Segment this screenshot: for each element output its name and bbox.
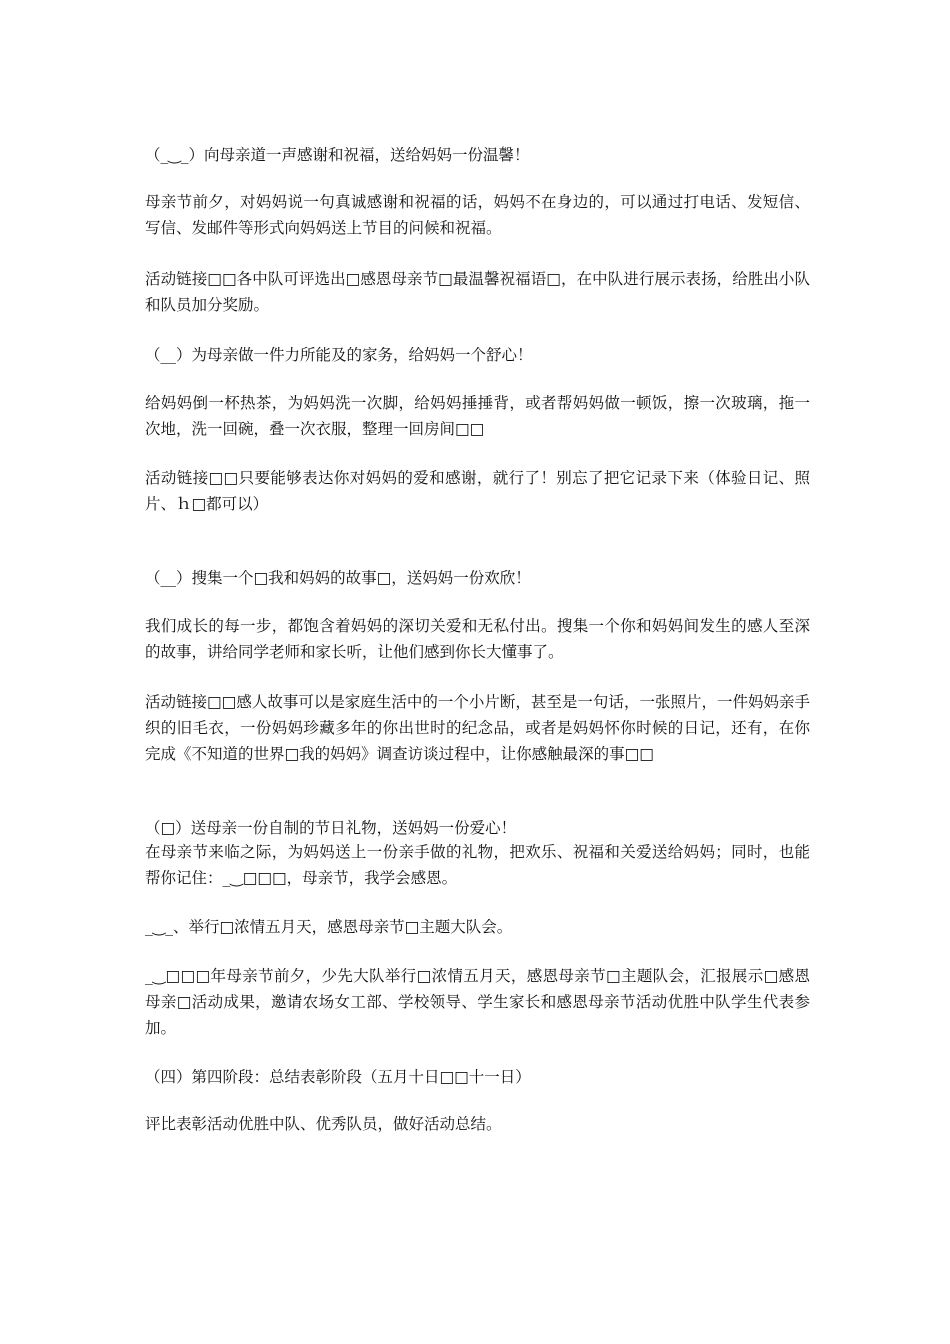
- paragraph-summary: 评比表彰活动优胜中队、优秀队员，做好活动总结。: [145, 1115, 502, 1133]
- section-heading-story: （__）搜集一个□我和妈妈的故事□，送妈妈一份欢欣！: [145, 569, 531, 587]
- paragraph-thanks-link: 活动链接□□各中队可评选出□感恩母亲节□最温馨祝福语□，在中队进行展示表扬，给胜出小队和队员加分奖励。: [145, 270, 810, 314]
- section-heading-chores: （__）为母亲做一件力所能及的家务，给妈妈一个舒心！: [145, 346, 533, 364]
- paragraph-assembly-body: _‿□□□年母亲节前夕，少先大队举行□浓情五月天，感恩母亲节□主题队会，汇报展示□感恩母亲□活动成果，邀请农场女工部、学校领导、学生家长和感恩母亲节活动优胜中队学生代表参加。: [145, 967, 810, 1037]
- section-heading-assembly: _‿_、举行□浓情五月天，感恩母亲节□主题大队会。: [145, 918, 513, 936]
- paragraph-gift-body: 在母亲节来临之际，为妈妈送上一份亲手做的礼物，把欢乐、祝福和关爱送给妈妈；同时，也能帮你记住：_‿□□□，母亲节，我学会感恩。: [145, 843, 810, 887]
- paragraph-story-body: 我们成长的每一步，都饱含着妈妈的深切关爱和无私付出。搜集一个你和妈妈间发生的感人至深的故事，讲给同学老师和家长听，让他们感到你长大懂事了。: [145, 617, 810, 661]
- section-heading-thanks: （_‿_）向母亲道一声感谢和祝福，送给妈妈一份温馨！: [145, 146, 530, 164]
- paragraph-chores-link: 活动链接□□只要能够表达你对妈妈的爱和感谢，就行了！别忘了把它记录下来（体验日记、照片、ｈ□都可以）: [145, 469, 810, 513]
- paragraph-chores-body: 给妈妈倒一杯热茶，为妈妈洗一次脚，给妈妈捶捶背，或者帮妈妈做一顿饭，擦一次玻璃，拖一次地，洗一回碗，叠一次衣服，整理一回房间□□: [145, 394, 810, 438]
- paragraph-thanks-body: 母亲节前夕，对妈妈说一句真诚感谢和祝福的话，妈妈不在身边的，可以通过打电话、发短信、写信、发邮件等形式向妈妈送上节目的问候和祝福。: [145, 193, 810, 237]
- section-heading-stage-four: （四）第四阶段：总结表彰阶段（五月十日□□十一日）: [145, 1068, 531, 1086]
- section-heading-gift: （□）送母亲一份自制的节日礼物，送妈妈一份爱心！: [145, 819, 517, 837]
- paragraph-story-link: 活动链接□□感人故事可以是家庭生活中的一个小片断，甚至是一句话，一张照片，一件妈妈亲手织的旧毛衣，一份妈妈珍藏多年的你出世时的纪念品，或者是妈妈怀你时候的日记，还有，在你完成《不知道的世界□我的妈妈》调查访谈过程中，让你感触最深的事□□: [145, 693, 810, 763]
